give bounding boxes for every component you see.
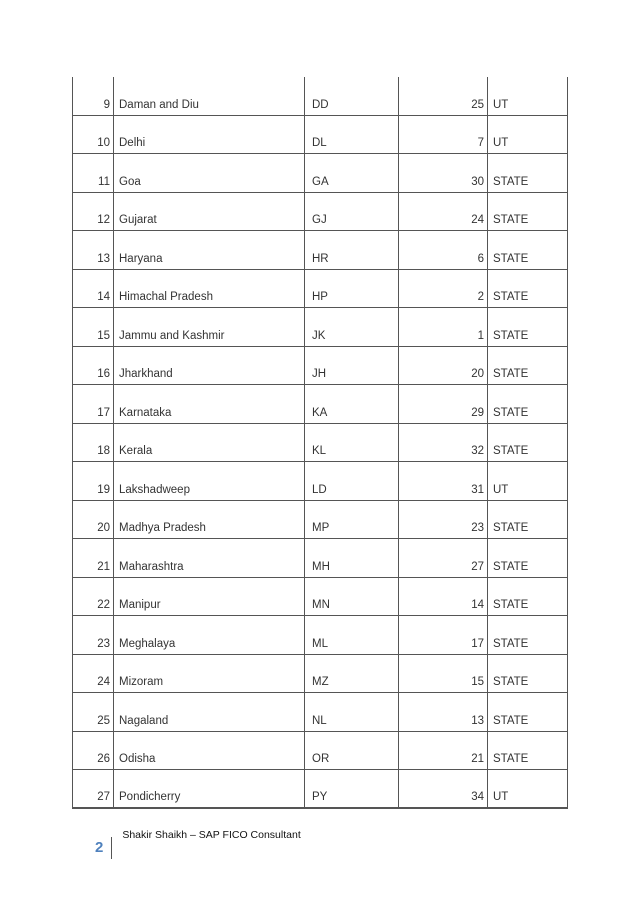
state-name-cell [114,732,305,770]
state-number-cell [399,154,488,192]
state-code-cell [305,539,399,577]
state-name-cell [114,539,305,577]
state-number-cell [399,693,488,731]
state-type-cell [488,116,567,154]
state-type-cell [488,693,567,731]
state-number-cell [399,578,488,616]
footer-author: Shakir Shaikh – SAP FICO Consultant [122,829,301,841]
state-code-cell-text: HR [312,252,329,265]
serial-number-cell [73,732,114,770]
state-code-cell-text: DD [312,98,329,111]
state-code-cell-text: MZ [312,676,329,688]
state-code-cell-text: ML [312,637,328,650]
serial-number-cell-text: 15 [97,329,110,342]
state-code-cell [305,578,399,616]
state-number-cell [399,655,488,693]
state-code-cell-text: LD [312,483,327,496]
state-number-cell-text: 32 [471,445,484,457]
serial-number-cell [73,578,114,616]
state-number-cell [399,116,488,154]
state-type-cell [488,154,567,192]
table-row [73,116,567,155]
state-number-cell-text: 17 [471,637,484,650]
state-code-cell [305,347,399,385]
state-code-cell-text: GJ [312,214,327,226]
state-type-cell-text: STATE [493,753,529,765]
state-code-cell [305,308,399,346]
state-code-cell-text: JH [312,368,327,380]
state-name-cell-text: Lakshadweep [119,483,190,496]
page-footer [95,827,301,861]
serial-number-cell [73,616,114,654]
state-type-cell-text: STATE [493,637,529,650]
state-name-cell-text: Mizoram [119,676,164,688]
serial-number-cell-text: 18 [97,445,110,457]
state-code-cell-text: KL [312,445,327,457]
serial-number-cell [73,655,114,693]
state-number-cell [399,347,488,385]
state-number-cell [399,308,488,346]
state-name-cell-text: Gujarat [119,214,157,226]
state-type-cell [488,193,567,231]
state-name-cell [114,77,305,115]
state-code-cell [305,655,399,693]
state-number-cell [399,539,488,577]
state-number-cell [399,231,488,269]
state-code-cell [305,501,399,539]
serial-number-cell-text: 13 [97,252,110,265]
state-number-cell [399,616,488,654]
state-name-cell-text: Manipur [119,599,161,611]
states-table [72,77,568,809]
state-name-cell-text: Himachal Pradesh [119,291,213,303]
state-name-cell-text: Meghalaya [119,637,176,650]
state-type-cell-text: STATE [493,560,529,573]
table-row [73,424,567,463]
state-number-cell-text: 25 [471,98,484,111]
state-name-cell-text: Daman and Diu [119,98,199,111]
state-code-cell [305,693,399,731]
state-code-cell-text: NL [312,714,327,727]
state-type-cell-text: STATE [493,252,529,265]
state-code-cell-text: HP [312,291,328,303]
state-type-cell [488,616,567,654]
state-number-cell-text: 20 [471,368,484,380]
state-type-cell-text: UT [493,483,509,496]
state-code-cell [305,616,399,654]
serial-number-cell-text: 25 [97,714,110,727]
serial-number-cell [73,462,114,500]
state-name-cell [114,693,305,731]
table-row [73,770,567,809]
state-name-cell-text: Delhi [119,137,146,149]
state-type-cell [488,770,567,807]
state-type-cell [488,231,567,269]
state-code-cell [305,385,399,423]
state-number-cell-text: 6 [477,252,484,265]
state-number-cell-text: 21 [471,753,484,765]
state-type-cell [488,270,567,308]
state-name-cell [114,385,305,423]
state-number-cell [399,770,488,807]
state-number-cell-text: 34 [471,790,484,803]
state-name-cell [114,616,305,654]
state-name-cell-text: Maharashtra [119,560,184,573]
state-name-cell [114,193,305,231]
state-type-cell-text: UT [493,98,509,111]
table-row [73,539,567,578]
state-type-cell-text: STATE [493,214,529,226]
state-number-cell [399,732,488,770]
state-code-cell-text: GA [312,175,329,188]
serial-number-cell [73,770,114,807]
state-code-cell [305,231,399,269]
state-number-cell [399,77,488,115]
state-number-cell-text: 23 [471,522,484,534]
state-type-cell [488,424,567,462]
state-name-cell-text: Haryana [119,252,163,265]
serial-number-cell [73,270,114,308]
serial-number-cell-text: 16 [97,368,110,380]
state-name-cell [114,347,305,385]
table-row [73,308,567,347]
state-number-cell-text: 15 [471,676,484,688]
state-number-cell [399,385,488,423]
state-number-cell-text: 29 [471,406,484,419]
state-code-cell-text: DL [312,137,327,149]
page-number: 2 [95,837,112,859]
serial-number-cell-text: 10 [97,137,110,149]
serial-number-cell-text: 22 [97,599,110,611]
table-row [73,693,567,732]
state-code-cell-text: MP [312,522,330,534]
serial-number-cell-text: 21 [97,560,110,573]
table-row [73,655,567,694]
state-name-cell-text: Kerala [119,445,153,457]
serial-number-cell [73,385,114,423]
state-number-cell-text: 13 [471,714,484,727]
state-number-cell-text: 1 [477,329,484,342]
state-code-cell-text: KA [312,406,328,419]
state-name-cell-text: Karnataka [119,406,172,419]
serial-number-cell [73,539,114,577]
state-type-cell [488,77,567,115]
serial-number-cell [73,347,114,385]
table-row [73,154,567,193]
table-row [73,270,567,309]
state-code-cell [305,424,399,462]
state-code-cell-text: MH [312,560,330,573]
state-type-cell [488,578,567,616]
state-code-cell [305,732,399,770]
state-name-cell-text: Jharkhand [119,368,173,380]
state-number-cell-text: 27 [471,560,484,573]
serial-number-cell [73,424,114,462]
table-row [73,231,567,270]
serial-number-cell-text: 20 [97,522,110,534]
state-code-cell-text: PY [312,790,328,803]
state-number-cell [399,193,488,231]
state-name-cell [114,462,305,500]
state-type-cell-text: STATE [493,445,529,457]
state-name-cell [114,270,305,308]
serial-number-cell-text: 17 [97,406,110,419]
serial-number-cell [73,308,114,346]
state-name-cell [114,655,305,693]
table-row [73,501,567,540]
state-number-cell-text: 14 [471,599,484,611]
state-name-cell-text: Jammu and Kashmir [119,329,225,342]
state-number-cell-text: 30 [471,175,484,188]
state-type-cell [488,655,567,693]
state-code-cell-text: JK [312,329,326,342]
state-type-cell-text: STATE [493,714,529,727]
state-number-cell [399,424,488,462]
state-number-cell [399,501,488,539]
state-name-cell [114,424,305,462]
state-type-cell-text: STATE [493,329,529,342]
state-code-cell [305,116,399,154]
state-number-cell-text: 31 [471,483,484,496]
state-name-cell [114,501,305,539]
state-code-cell [305,462,399,500]
state-type-cell-text: UT [493,137,509,149]
state-number-cell-text: 7 [477,137,484,149]
state-type-cell [488,501,567,539]
serial-number-cell-text: 26 [97,753,110,765]
state-type-cell-text: STATE [493,291,529,303]
table-row [73,616,567,655]
state-code-cell [305,77,399,115]
state-type-cell [488,347,567,385]
state-type-cell-text: STATE [493,368,529,380]
state-type-cell-text: UT [493,790,509,803]
state-code-cell [305,270,399,308]
serial-number-cell-text: 14 [97,291,110,303]
state-code-cell [305,154,399,192]
table-row [73,77,567,116]
state-name-cell [114,116,305,154]
state-number-cell [399,462,488,500]
table-row [73,193,567,232]
table-row [73,385,567,424]
state-name-cell [114,231,305,269]
serial-number-cell [73,693,114,731]
table-row [73,732,567,771]
state-type-cell [488,732,567,770]
serial-number-cell [73,154,114,192]
state-name-cell-text: Nagaland [119,714,169,727]
serial-number-cell [73,501,114,539]
state-name-cell-text: Pondicherry [119,790,181,803]
state-code-cell-text: MN [312,599,330,611]
state-number-cell [399,270,488,308]
state-code-cell [305,770,399,807]
state-type-cell [488,385,567,423]
state-name-cell-text: Odisha [119,753,156,765]
state-code-cell [305,193,399,231]
state-name-cell [114,578,305,616]
state-name-cell [114,154,305,192]
table-row [73,347,567,386]
serial-number-cell [73,193,114,231]
state-number-cell-text: 24 [471,214,484,226]
serial-number-cell [73,77,114,115]
serial-number-cell-text: 11 [98,175,110,188]
state-name-cell [114,308,305,346]
table-row [73,578,567,617]
serial-number-cell-text: 24 [97,676,110,688]
state-type-cell [488,462,567,500]
state-type-cell [488,539,567,577]
state-type-cell-text: STATE [493,406,529,419]
state-number-cell-text: 2 [477,291,484,303]
serial-number-cell [73,116,114,154]
serial-number-cell-text: 27 [97,790,110,803]
serial-number-cell-text: 12 [97,214,110,226]
state-code-cell-text: OR [312,753,330,765]
serial-number-cell-text: 9 [103,98,110,111]
serial-number-cell-text: 23 [97,637,110,650]
state-type-cell-text: STATE [493,175,529,188]
state-type-cell-text: STATE [493,522,529,534]
serial-number-cell [73,231,114,269]
serial-number-cell-text: 19 [97,483,110,496]
state-name-cell [114,770,305,807]
state-name-cell-text: Goa [119,175,141,188]
state-type-cell [488,308,567,346]
state-type-cell-text: STATE [493,676,529,688]
state-type-cell-text: STATE [493,599,529,611]
state-name-cell-text: Madhya Pradesh [119,522,206,534]
table-row [73,462,567,501]
